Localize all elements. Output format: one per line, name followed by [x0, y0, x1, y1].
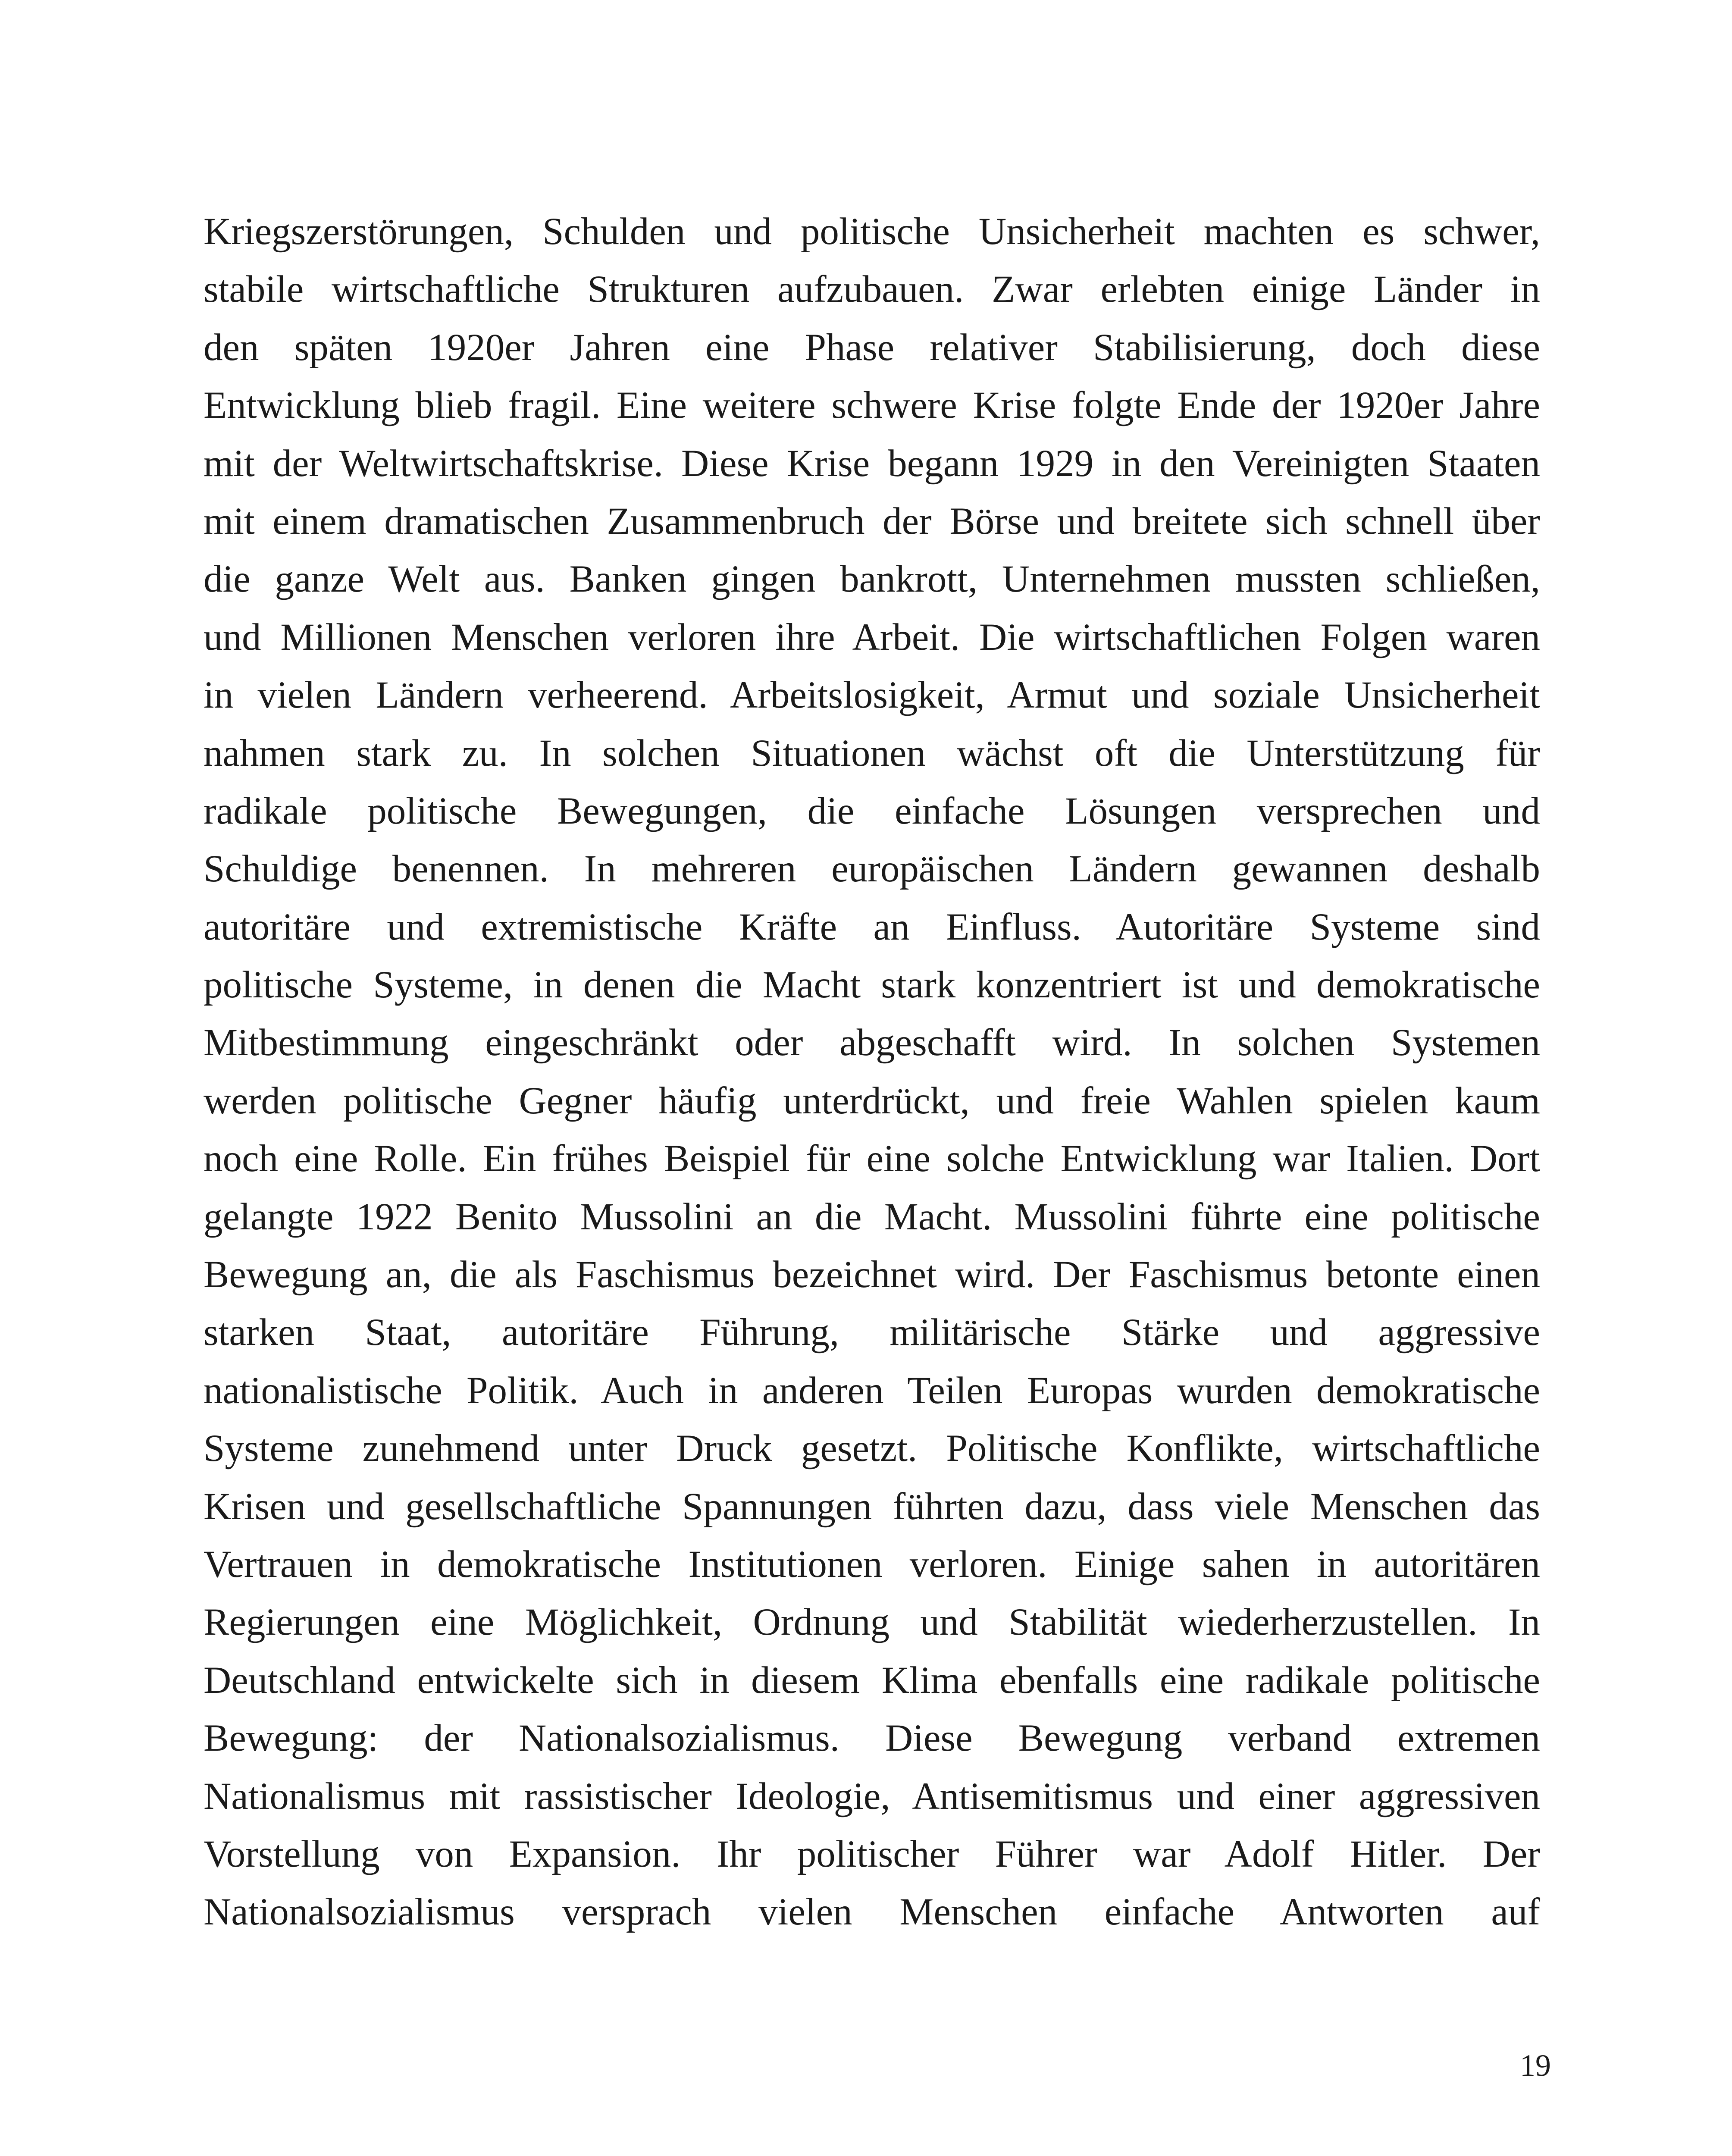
text-line: Regierungen eine Möglichkeit, Ordnung und Stabilität wiederherzustellen. In — [204, 1601, 1540, 1644]
text-line: nahmen stark zu. In solchen Situationen wächst oft die Unterstützung für — [204, 732, 1540, 774]
body-text — [204, 203, 1540, 1941]
text-line: Vertrauen in demokratische Institutionen verloren. Einige sahen in autoritären — [204, 1543, 1540, 1586]
text-line: den späten 1920er Jahren eine Phase relativer Stabilisierung, doch diese — [204, 326, 1540, 369]
text-line: Schuldige benennen. In mehreren europäischen Ländern gewannen deshalb — [204, 848, 1540, 890]
text-line: Nationalismus mit rassistischer Ideologie, Antisemitismus und einer aggressiven — [204, 1775, 1540, 1818]
text-line: werden politische Gegner häufig unterdrückt, und freie Wahlen spielen kaum — [204, 1079, 1540, 1122]
text-line: gelangte 1922 Benito Mussolini an die Macht. Mussolini führte eine politische — [204, 1195, 1540, 1238]
text-line: in vielen Ländern verheerend. Arbeitslosigkeit, Armut und soziale Unsicherheit — [204, 674, 1540, 717]
text-line: Krisen und gesellschaftliche Spannungen führten dazu, dass viele Menschen das — [204, 1485, 1540, 1528]
text-line: autoritäre und extremistische Kräfte an Einfluss. Autoritäre Systeme sind — [204, 906, 1540, 948]
text-line: Kriegszerstörungen, Schulden und politische Unsicherheit machten es schwer, — [204, 210, 1540, 253]
text-line: Mitbestimmung eingeschränkt oder abgeschafft wird. In solchen Systemen — [204, 1022, 1540, 1064]
text-line: Vorstellung von Expansion. Ihr politischer Führer war Adolf Hitler. Der — [204, 1833, 1540, 1875]
text-line: Bewegung an, die als Faschismus bezeichnet wird. Der Faschismus betonte einen — [204, 1253, 1540, 1296]
text-line: Entwicklung blieb fragil. Eine weitere schwere Krise folgte Ende der 1920er Jahre — [204, 384, 1540, 427]
text-line: starken Staat, autoritäre Führung, militärische Stärke und aggressive — [204, 1311, 1540, 1354]
text-line: Systeme zunehmend unter Druck gesetzt. Politische Konflikte, wirtschaftliche — [204, 1427, 1540, 1470]
text-line: mit der Weltwirtschaftskrise. Diese Krise begann 1929 in den Vereinigten Staaten — [204, 442, 1540, 485]
text-line: nationalistische Politik. Auch in anderen Teilen Europas wurden demokratische — [204, 1369, 1540, 1412]
text-line: noch eine Rolle. Ein frühes Beispiel für eine solche Entwicklung war Italien. Dort — [204, 1138, 1540, 1180]
text-line: radikale politische Bewegungen, die einfache Lösungen versprechen und — [204, 790, 1540, 832]
text-line: mit einem dramatischen Zusammenbruch der Börse und breitete sich schnell über — [204, 500, 1540, 542]
text-line: stabile wirtschaftliche Strukturen aufzubauen. Zwar erlebten einige Länder in — [204, 268, 1540, 311]
text-line: und Millionen Menschen verloren ihre Arbeit. Die wirtschaftlichen Folgen waren — [204, 616, 1540, 658]
text-line: Bewegung: der Nationalsozialismus. Diese Bewegung verband extremen — [204, 1717, 1540, 1760]
text-line: Deutschland entwickelte sich in diesem Klima ebenfalls eine radikale politische — [204, 1659, 1540, 1702]
text-line: Nationalsozialismus versprach vielen Menschen einfache Antworten auf — [204, 1891, 1540, 1934]
page-number: 19 — [1520, 2048, 1551, 2083]
text-line: die ganze Welt aus. Banken gingen bankrott, Unternehmen mussten schließen, — [204, 558, 1540, 601]
text-line: politische Systeme, in denen die Macht stark konzentriert ist und demokratische — [204, 964, 1540, 1006]
